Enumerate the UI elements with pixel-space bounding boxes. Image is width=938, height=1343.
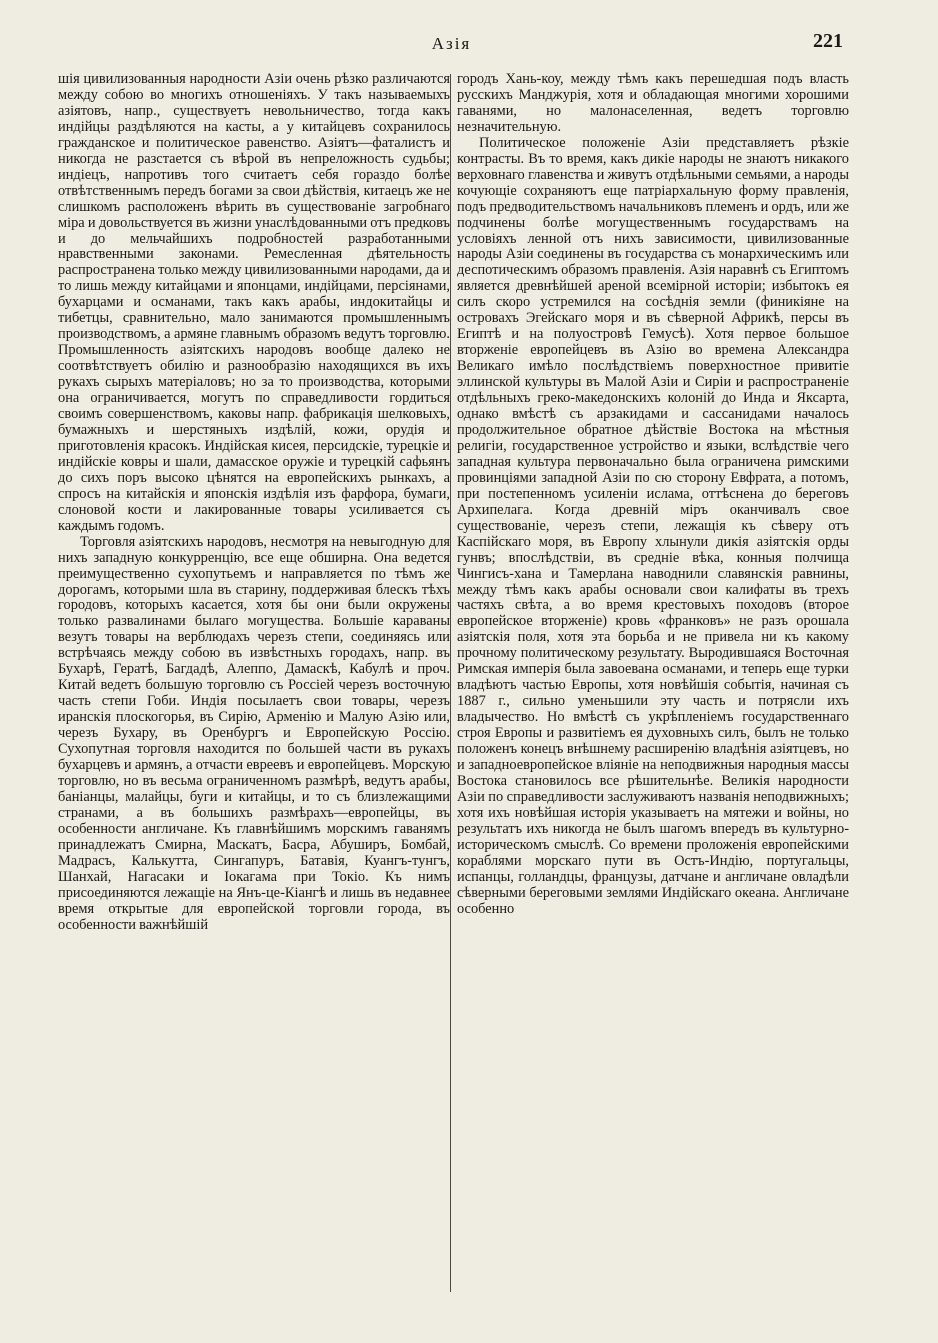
page-number: 221 xyxy=(813,30,843,52)
running-title: Азія xyxy=(431,34,472,53)
page-header xyxy=(60,30,843,60)
left-paragraph-1: шія цивилизованныя народности Азіи очень рѣзко различаются между собою во многихъ отношеніяхъ. У такъ называемыхъ азіятовъ, напр., существуетъ невольничество, тогда какъ индійцы раздѣляются на касты, а у китайцевъ сохранилось гражданское и политическое равенство. Азіятъ—фаталистъ и никогда не разстается съ вѣрой въ непреложность судьбы; индіецъ, напротивъ того считаетъ себя гораздо болѣе отвѣтственнымъ передъ богами за свои дѣйствія, китаецъ же не слишкомъ расположенъ вѣрить въ существованіе загробнаго міра и довольствуется въ жизни унаслѣдованными отъ предковъ и до мельчайшихъ подробностей разработанными нравственными законами. Ремесленная дѣятельность распространена только между цивилизованными народами, да и то лишь между китайцами и японцами, индійцами, персіянами, бухарцами и османами, такъ какъ арабы, индокитайцы и тибетцы, сравнительно, мало занимаются промышленнымъ производствомъ, а армяне главнымъ образомъ ведутъ торговлю. Промышленность азіятскихъ народовъ вообще далеко не соотвѣтствуетъ обилію и разнообразію находящихся въ ихъ рукахъ сырыхъ матеріаловъ; но за то производства, которыми она ограничивается, могутъ по справедливости гордиться своимъ совершенствомъ, каковы напр. фабрикація шелковыхъ, бумажныхъ и шерстяныхъ издѣлій, кожи, орудія и приготовленія красокъ. Индійская кисея, персидскіе, турецкіе и индійскіе ковры и шали, дамасское оружіе и турецкій сафьянъ до сихъ поръ высоко цѣнятся на европейскихъ рынкахъ, а спросъ на китайскія и японскія издѣлія изъ фарфора, бумаги, слоновой кости и лакированные товары усиливается съ каждымъ годомъ. xyxy=(58,72,450,534)
column-divider xyxy=(450,74,451,1292)
left-column xyxy=(58,72,450,1294)
right-paragraph-2: Политическое положеніе Азіи представляетъ рѣзкіе контрасты. Въ то время, какъ дикіе народы не знаютъ никакого верховнаго главенства и живутъ отдѣльными семьями, а народы кочующіе сохраняютъ еще патріархальную форму правленія, подъ предводительствомъ начальниковъ племенъ и ордъ, или же подчинены болѣе могущественнымъ государствамъ на условіяхъ ленной отъ нихъ зависимости, цивилизованные народы Азіи соединены въ государства съ монархическимъ или деспотическимъ образомъ правленія. Азія наравнѣ съ Египтомъ является древнѣйшей ареной всемірной исторіи; избытокъ ея силъ скоро устремился на сосѣднія земли (финикіяне на островахъ Эгейскаго моря и въ сѣверной Африкѣ, персы въ Египтѣ и на полуостровѣ Гемусѣ). Хотя первое большое вторженіе европейцевъ въ Азію во времена Александра Великаго имѣло послѣдствіемъ поверхностное привитіе эллинской культуры въ Малой Азіи и Сиріи и распространеніе отдѣльныхъ греко-македонскихъ колоній до Инда и Яксарта, однако вмѣстѣ съ арзакидами и сассанидами началось продолжительное обратное дѣйствіе Востока на мѣстныя религіи, государственное устройство и языки, вслѣдствіе чего западная культура первоначально была ограничена римскими провинціями западной Азіи по сю сторону Евфрата, а потомъ, при постепенномъ усиленіи ислама, оттѣснена до береговъ Архипелага. Когда древній міръ оканчивалъ свое существованіе, черезъ степи, лежащія къ сѣверу отъ Каспійскаго моря, въ Европу хлынули дикія азіятскія орды гунвъ; впослѣдствіи, въ средніе вѣка, конныя полчища Чингисъ-хана и Тамерлана наводнили славянскія равнины, между тѣмъ какъ арабы основали свои калифаты въ трехъ частяхъ свѣта, а во время крестовыхъ походовъ (второе европейское вторженіе) кровь «франковъ» не разъ орошала азіятскія поля, хотя эта борьба и не привела ни къ какому прочному политическому результату. Выродившаяся Восточная Римская имперія была завоевана османами, и теперь еще турки владѣютъ частью Европы, хотя новѣйшія событія, начиная съ 1887 г., сильно уменьшили эту часть и потрясли ихъ владычество. Но вмѣстѣ съ укрѣпленіемъ государственнаго строя Европы и развитіемъ ея духовныхъ силъ, былъ не только положенъ конецъ внѣшнему расширенію владѣнія азіятцевъ, но и западноевропейское вліяніе на неподвижныя народныя массы Востока становилось все рѣшительнѣе. Великія народности Азіи по справедливости заслуживаютъ названія неподвижныхъ; хотя ихъ новѣйшая исторія указываетъ на мятежи и войны, но результатъ ихъ никогда не былъ шагомъ впередъ въ культурно-историческомъ смыслѣ. Со времени проложенія европейскими кораблями морскаго пути въ Остъ-Индію, португальцы, испанцы, голландцы, французы, датчане и англичане овладѣли сѣверными береговыми землями Индійскаго океана. Англичане особенно xyxy=(457,134,849,917)
right-paragraph-1: городъ Хань-коу, между тѣмъ какъ перешедшая подъ власть русскихъ Манджурія, хотя и обладающая многими хорошими гаванями, но малонаселенная, ведетъ торговлю незначительную. xyxy=(457,72,849,135)
left-paragraph-2: Торговля азіятскихъ народовъ, несмотря на невыгодную для нихъ западную конкурренцію, все еще обширна. Она ведется преимущественно сухопутьемъ и направляется по тѣмъ же дорогамъ, которыми шла въ старину, поддерживая блескъ тѣхъ городовъ, которыхъ касается, хотя бы они были окружены только развалинами былаго могущества. Большіе караваны везутъ товары на верблюдахъ черезъ степи, соединяясь или встрѣчаясь между собою въ извѣстныхъ городахъ, напр. въ Бухарѣ, Гератѣ, Багдадѣ, Алеппо, Дамаскѣ, Кабулѣ и проч. Китай ведетъ большую торговлю съ Россіей черезъ восточную часть степи Гоби. Индія посылаетъ свои товары, черезъ иранскія плоскогорья, въ Сирію, Арменію и Малую Азію или, черезъ Бухару, въ Оренбургъ и Европейскую Россію. Сухопутная торговля находится по большей части въ рукахъ бухарцевъ и армянъ, а отчасти евреевъ и европейцевъ. Морскую торговлю, но въ весьма ограниченномъ размѣрѣ, ведутъ арабы, баніанцы, малайцы, буги и китайцы, и то съ близлежащими странами, а въ большихъ размѣрахъ—европейцы, въ особенности англичане. Къ главнѣйшимъ морскимъ гаванямъ принадлежатъ Смирна, Маскатъ, Басра, Абуширъ, Бомбай, Мадрасъ, Калькутта, Сингапуръ, Батавія, Куангъ-тунгъ, Шанхай, Нагасаки и Іокагама при Токіо. Къ нимъ присоединяются лежащіе на Янъ-це-Кіангѣ и лишь въ недавнее время открытые для европейской торговли города, въ особенности важнѣйшій xyxy=(58,533,450,933)
right-column xyxy=(457,72,849,1294)
